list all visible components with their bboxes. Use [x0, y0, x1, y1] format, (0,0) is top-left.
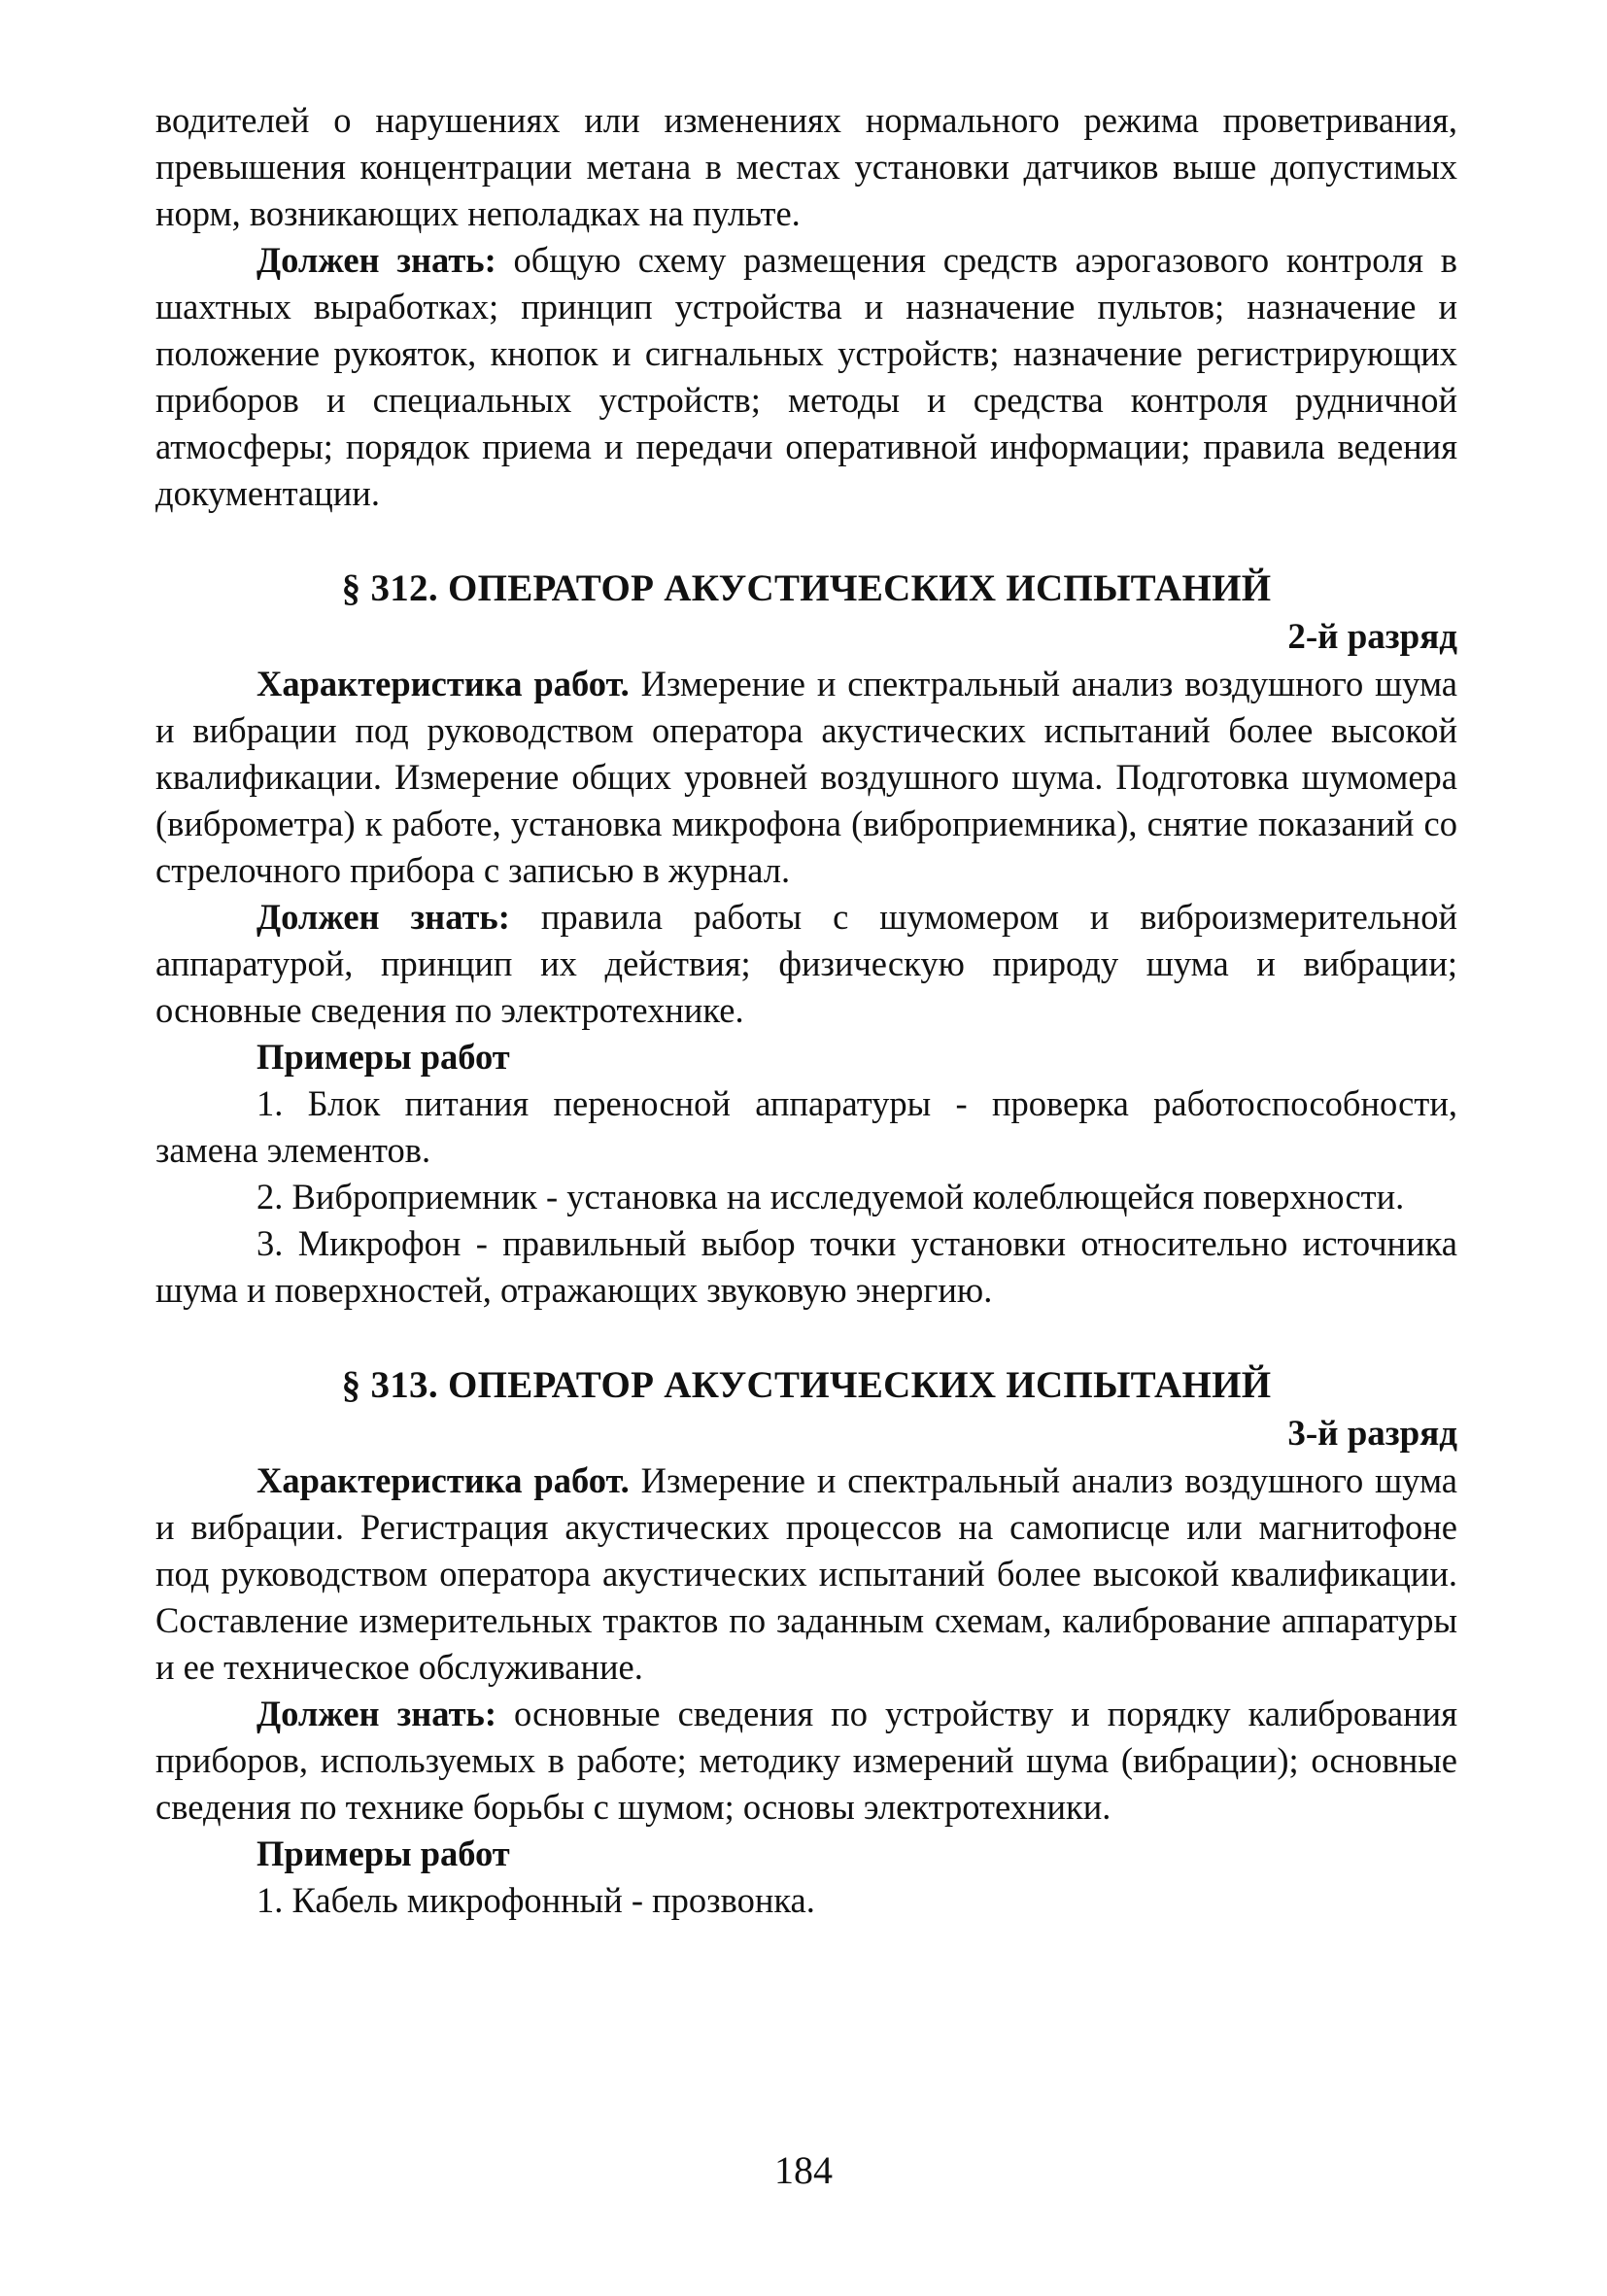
- work-label: Характеристика работ.: [256, 1460, 630, 1500]
- document-page: [155, 97, 1457, 1924]
- section-312-example-item: 1. Блок питания переносной аппаратуры - проверка работоспособности, замена элементов.: [155, 1083, 1457, 1170]
- must-know-label: Должен знать:: [256, 1694, 496, 1733]
- intro-must-know-paragraph: [155, 237, 1457, 517]
- section-313-work-paragraph: [155, 1457, 1457, 1691]
- work-label: Характеристика работ.: [256, 664, 630, 703]
- section-312-title: § 312. ОПЕРАТОР АКУСТИЧЕСКИХ ИСПЫТАНИЙ: [341, 567, 1272, 609]
- section-312-example-item: 2. Виброприемник - установка на исследуемой колеблющейся поверхности.: [256, 1177, 1405, 1217]
- section-313-grade: 3-й разряд: [1287, 1414, 1457, 1454]
- section-313-must-know-paragraph: [155, 1691, 1457, 1831]
- intro-paragraph: водителей о нарушениях или изменениях нормального режима проветривания, превышения концентрации метана в местах установки датчиков выше допустимых норм, возникающих неполадках на пульте.: [155, 100, 1457, 233]
- page-number: 184: [774, 2148, 833, 2192]
- must-know-label: Должен знать:: [256, 897, 510, 937]
- section-313-example-item: 1. Кабель микрофонный - прозвонка.: [256, 1880, 815, 1920]
- must-know-text: правила работы с шумомером и виброизмерительной аппаратурой, принцип их действия; физическую природу шума и вибрации; основные сведения по электротехнике.: [155, 897, 1457, 1030]
- section-312-examples-title: Примеры работ: [256, 1037, 510, 1077]
- section-312-example-item: 3. Микрофон - правильный выбор точки установки относительно источника шума и поверхностей, отражающих звуковую энергию.: [155, 1223, 1457, 1310]
- section-312-work-paragraph: [155, 661, 1457, 894]
- section-312-grade: 2-й разряд: [1287, 617, 1457, 657]
- work-text: Измерение и спектральный анализ воздушного шума и вибрации. Регистрация акустических процессов на самописце или магнитофоне под руководством оператора акустических испытаний более высокой квалификации. Составление измерительных трактов по заданным схемам, калибрование аппаратуры и ее техническое обслуживание.: [155, 1460, 1457, 1687]
- work-text: Измерение и спектральный анализ воздушного шума и вибрации под руководством оператора акустических испытаний более высокой квалификации. Измерение общих уровней воздушного шума. Подготовка шумомера (виброметра) к работе, установка микрофона (виброприемника), снятие показаний со стрелочного прибора с записью в журнал.: [155, 664, 1457, 890]
- must-know-label: Должен знать:: [256, 240, 496, 280]
- section-313-examples-title: Примеры работ: [256, 1833, 510, 1873]
- section-313-title: § 313. ОПЕРАТОР АКУСТИЧЕСКИХ ИСПЫТАНИЙ: [341, 1364, 1272, 1406]
- must-know-text: общую схему размещения средств аэрогазового контроля в шахтных выработках; принцип устройства и назначение пультов; назначение и положение рукояток, кнопок и сигнальных устройств; назначение регистрирующих приборов и специальных устройств; методы и средства контроля рудничной атмосферы; порядок приема и передачи оперативной информации; правила ведения документации.: [155, 240, 1458, 513]
- must-know-text: основные сведения по устройству и порядку калибрования приборов, используемых в работе; методику измерений шума (вибрации); основные сведения по технике борьбы с шумом; основы электротехники.: [155, 1694, 1457, 1827]
- section-312-must-know-paragraph: [155, 894, 1457, 1034]
